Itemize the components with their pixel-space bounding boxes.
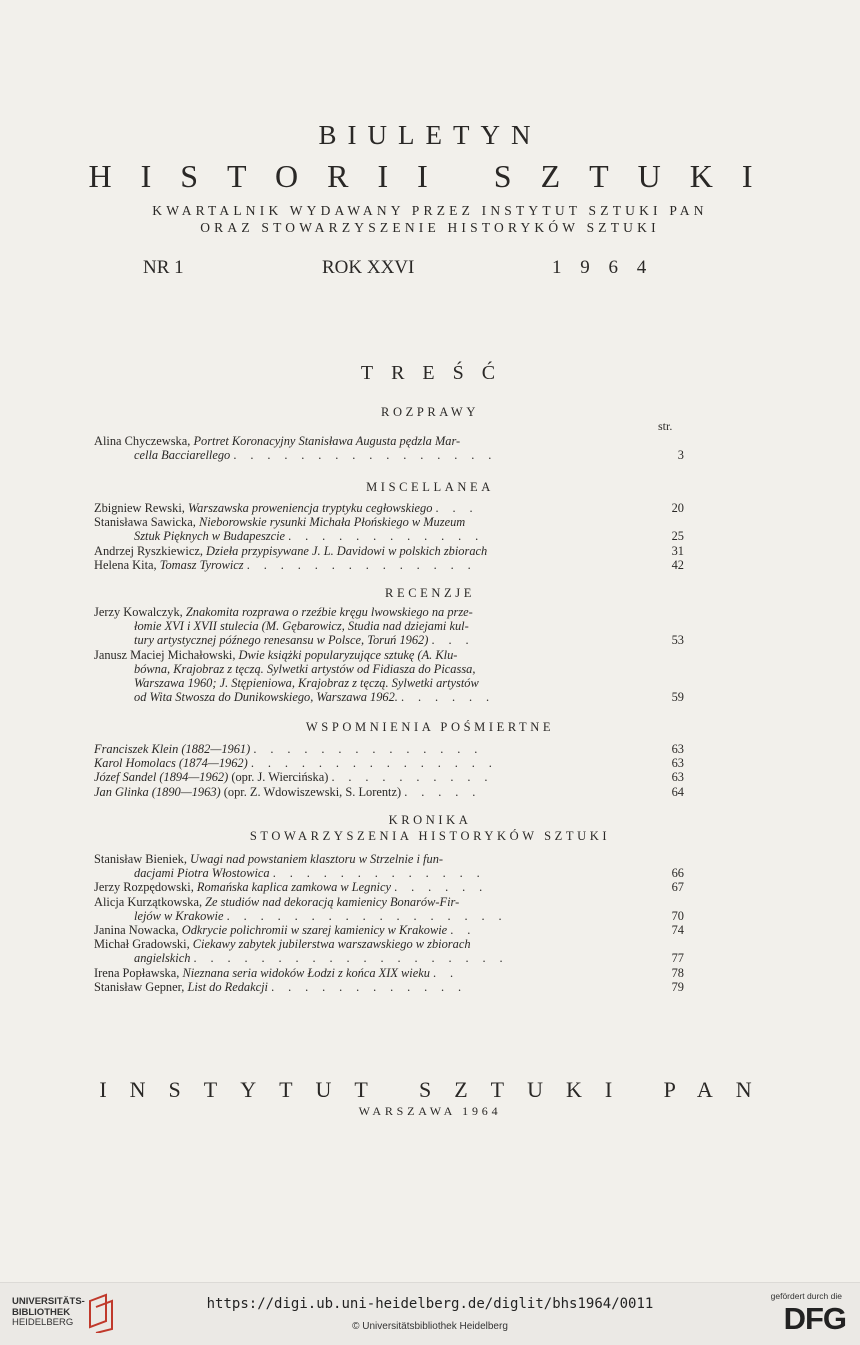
toc-section-kronika bbox=[94, 852, 684, 994]
toc-entry[interactable]: Janusz Maciej Michałowski, Dwie książki popularyzujące sztukę (A. Klu- bbox=[94, 647, 458, 662]
copyright-notice: © Universitätsbibliothek Heidelberg bbox=[352, 1321, 508, 1332]
page-number: 59 bbox=[671, 690, 684, 705]
publication-year: 1 9 6 4 bbox=[552, 257, 654, 278]
toc-entry[interactable]: Stanisław Gepner, List do Redakcji . . . . . . . . . . . . 79 bbox=[94, 979, 684, 994]
toc-entry[interactable]: Irena Popławska, Nieznana seria widoków Łodzi z końca XIX wieku . . 78 bbox=[94, 965, 684, 980]
permalink-url[interactable]: https://digi.ub.uni-heidelberg.de/diglit/bhs1964/0011 bbox=[206, 1296, 654, 1312]
page-number: 25 bbox=[671, 529, 684, 544]
toc-entry-continuation: Sztuk Pięknych w Budapeszcie . . . . . . . . . . . . 25 bbox=[134, 529, 684, 544]
toc-entry[interactable]: Michał Gradowski, Ciekawy zabytek jubilerstwa warszawskiego w zbiorach bbox=[94, 937, 471, 952]
toc-entry-continuation: bówna, Krajobraz z tęczą. Sylwetki artystów od Fidiasza do Picassa, bbox=[134, 661, 476, 676]
viewer-footer-bar bbox=[0, 1282, 860, 1345]
journal-title-line2: HISTORII SZTUKI bbox=[88, 158, 782, 194]
page-number: 53 bbox=[671, 633, 684, 648]
toc-heading: TREŚĆ bbox=[360, 362, 514, 384]
library-logo[interactable]: UNIVERSITÄTS- BIBLIOTHEK HEIDELBERG bbox=[12, 1296, 85, 1328]
section-title-recenzje: RECENZJE bbox=[385, 586, 475, 600]
toc-entry-continuation: łomie XVI i XVII stulecia (M. Gębarowicz, Studia nad dziejami kul- bbox=[134, 619, 469, 634]
page-number: 70 bbox=[671, 908, 684, 923]
toc-entry[interactable]: Alicja Kurzątkowska, Ze studiów nad dekoracją kamienicy Bonarów-Fir- bbox=[94, 894, 460, 909]
toc-entry-continuation: lejów w Krakowie . . . . . . . . . . . . . . . . . 70 bbox=[134, 908, 684, 923]
page-number: 3 bbox=[677, 448, 684, 463]
toc-entry-continuation: Warszawa 1960; J. Stępieniowa, Krajobraz z tęczą. Sylwetki artystów bbox=[134, 676, 479, 691]
page-number: 63 bbox=[671, 742, 684, 756]
journal-title-line1: BIULETYN bbox=[318, 120, 542, 150]
volume-year: ROK XXVI bbox=[322, 257, 415, 278]
page-number: 78 bbox=[671, 965, 684, 980]
journal-subtitle-line1: KWARTALNIK WYDAWANY PRZEZ INSTYTUT SZTUKI PAN bbox=[152, 203, 708, 218]
toc-entry-continuation: cella Bacciarellego . . . . . . . . . . . . . . . . 3 bbox=[134, 448, 684, 463]
journal-subtitle-line2: ORAZ STOWARZYSZENIE HISTORYKÓW SZTUKI bbox=[200, 220, 660, 235]
page-number: 64 bbox=[671, 784, 684, 799]
toc-entry-continuation: tury artystycznej późnego renesansu w Polsce, Toruń 1962) . . . 53 bbox=[134, 633, 684, 648]
publisher-name: INSTYTUT SZTUKI PAN bbox=[99, 1077, 775, 1102]
toc-entry-continuation: od Wita Stwosza do Dunikowskiego, Warszawa 1962. . . . . . . 59 bbox=[134, 690, 684, 705]
toc-section-miscellanea bbox=[94, 501, 684, 572]
toc-section-recenzje bbox=[94, 605, 684, 704]
section-title-kronika: KRONIKA bbox=[388, 813, 472, 827]
toc-entry[interactable]: Helena Kita, Tomasz Tyrowicz . . . . . . . . . . . . . . 42 bbox=[94, 557, 684, 572]
toc-entry[interactable]: Zbigniew Rewski, Warszawska proweniencja tryptyku cegłowskiego . . . 20 bbox=[94, 501, 684, 515]
toc-entry[interactable]: Alina Chyczewska, Portret Koronacyjny Stanisława Augusta pędzla Mar- bbox=[94, 434, 461, 448]
publisher-place-year: WARSZAWA 1964 bbox=[358, 1104, 502, 1118]
section-title-miscellanea: MISCELLANEA bbox=[366, 480, 494, 494]
toc-entry[interactable]: Stanisław Bieniek, Uwagi nad powstaniem klasztoru w Strzelnie i fun- bbox=[94, 852, 444, 866]
toc-entry[interactable]: Jerzy Rozpędowski, Romańska kaplica zamkowa w Legnicy . . . . . . 67 bbox=[94, 880, 684, 895]
toc-entry-continuation: angielskich . . . . . . . . . . . . . . . . . . . 77 bbox=[134, 951, 684, 966]
page-number: 66 bbox=[671, 866, 684, 881]
section-title-kronika-sub: STOWARZYSZENIA HISTORYKÓW SZTUKI bbox=[249, 829, 611, 843]
page-column-label: str. bbox=[658, 419, 673, 433]
issue-number: NR 1 bbox=[143, 257, 184, 278]
toc-entry[interactable]: Franciszek Klein (1882—1961) . . . . . . . . . . . . . . 63 bbox=[94, 742, 684, 756]
toc-entry[interactable]: Karol Homolacs (1874—1962) . . . . . . . . . . . . . . . 63 bbox=[94, 756, 684, 771]
toc-entry[interactable]: Andrzej Ryszkiewicz, Dzieła przypisywane J. L. Davidowi w polskich zbiorach 31 bbox=[94, 543, 684, 558]
page-number: 77 bbox=[671, 951, 684, 966]
toc-entry[interactable]: Jerzy Kowalczyk, Znakomita rozprawa o rzeźbie kręgu lwowskiego na prze- bbox=[94, 605, 473, 619]
toc-section-rozprawy bbox=[94, 434, 684, 462]
toc-entry[interactable]: Jan Glinka (1890—1963) (opr. Z. Wdowiszewski, S. Lorentz) . . . . . 64 bbox=[94, 784, 684, 799]
page-number: 63 bbox=[671, 756, 684, 771]
toc-entry-continuation: dacjami Piotra Włostowica . . . . . . . . . . . . . 66 bbox=[134, 866, 684, 881]
page-number: 20 bbox=[671, 501, 684, 515]
funding-label: gefördert durch die bbox=[770, 1291, 842, 1301]
dfg-logo[interactable]: DFG bbox=[783, 1301, 846, 1336]
toc-entry[interactable]: Józef Sandel (1894—1962) (opr. J. Wiercińska) . . . . . . . . . . 63 bbox=[94, 770, 684, 785]
section-title-rozprawy: ROZPRAWY bbox=[381, 405, 479, 419]
page-number: 42 bbox=[671, 557, 684, 572]
page-number: 63 bbox=[671, 770, 684, 785]
section-title-wspomnienia: WSPOMNIENIA POŚMIERTNE bbox=[305, 720, 555, 734]
toc-entry[interactable]: Stanisława Sawicka, Nieborowskie rysunki Michała Płońskiego w Muzeum bbox=[94, 515, 466, 530]
toc-entry[interactable]: Janina Nowacka, Odkrycie polichromii w szarej kamienicy w Krakowie . . 74 bbox=[94, 923, 684, 938]
page-number: 31 bbox=[671, 543, 684, 558]
page-number: 67 bbox=[671, 880, 684, 895]
page-number: 74 bbox=[671, 923, 684, 938]
toc-section-wspomnienia bbox=[94, 742, 684, 799]
page-number: 79 bbox=[671, 979, 684, 994]
